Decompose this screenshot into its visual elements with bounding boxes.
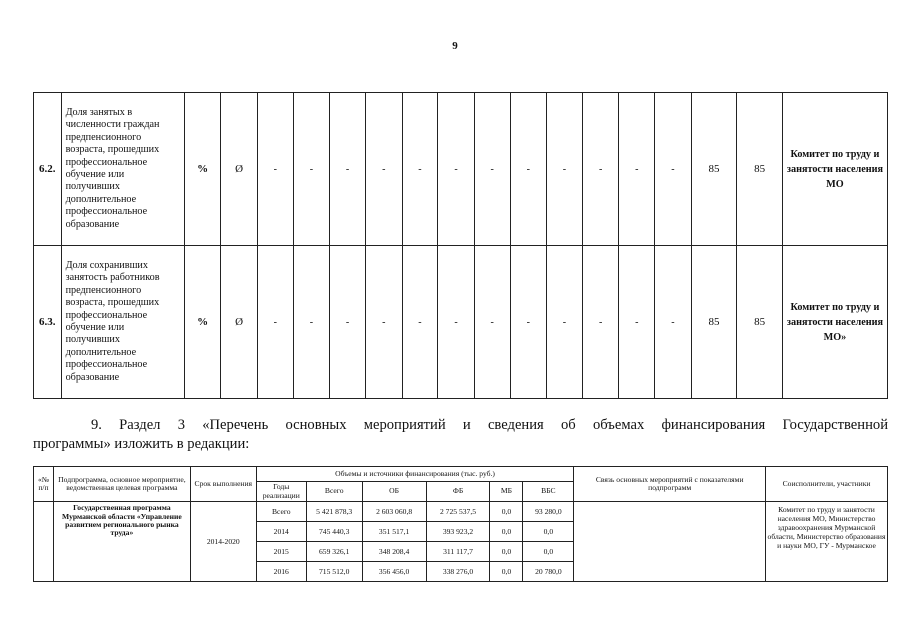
year-cell: 2016 (256, 562, 306, 582)
mb-cell: 0,0 (490, 522, 523, 542)
value-cell: - (365, 246, 402, 399)
ob-cell: 351 517,1 (362, 522, 426, 542)
vbs-cell: 93 280,0 (523, 502, 574, 522)
indicators-table (33, 92, 888, 399)
row-number: 6.2. (34, 93, 62, 246)
value-cell: - (510, 246, 547, 399)
value-cell: - (547, 246, 583, 399)
value-cell: - (619, 246, 655, 399)
header-volumes: Объемы и источники финансирования (тыс. руб.) (256, 467, 574, 482)
value-cell: - (293, 93, 330, 246)
fb-cell: 2 725 537,5 (426, 502, 490, 522)
header-row (34, 467, 888, 482)
mark-cell: Ø (221, 93, 258, 246)
value-cell: - (619, 93, 655, 246)
mb-cell: 0,0 (490, 562, 523, 582)
value-cell: 85 (737, 93, 783, 246)
finance-table (33, 466, 888, 582)
vbs-cell: 20 780,0 (523, 562, 574, 582)
ob-cell: 348 208,4 (362, 542, 426, 562)
vbs-cell: 0,0 (523, 542, 574, 562)
value-cell: - (365, 93, 402, 246)
year-cell: 2015 (256, 542, 306, 562)
paragraph-line-2: программы» изложить в редакции: (33, 436, 250, 452)
total-cell: 745 440,3 (306, 522, 362, 542)
value-cell: - (510, 93, 547, 246)
table-row (34, 502, 888, 522)
total-cell: 659 326,1 (306, 542, 362, 562)
value-cell: 85 (691, 246, 737, 399)
executor-cell: Комитет по труду и занятости населения МО» (782, 246, 887, 399)
value-cell: - (402, 246, 438, 399)
value-cell: - (257, 246, 293, 399)
header-num: «№ п/п (34, 467, 54, 502)
value-cell: - (330, 246, 366, 399)
program-name: Государственная программа Мурманской области «Управление развитием регионального рынка труда» (53, 502, 190, 582)
ob-cell: 2 603 060,8 (362, 502, 426, 522)
year-cell: Всего (256, 502, 306, 522)
fb-cell: 338 276,0 (426, 562, 490, 582)
ob-cell: 356 456,0 (362, 562, 426, 582)
year-cell: 2014 (256, 522, 306, 542)
participants-cell: Комитет по труду и занятости населения МО, Министерство здравоохранения Мурманской области, Министерство образования и науки МО, ГУ - Мурманское (766, 502, 888, 582)
value-cell: - (582, 93, 619, 246)
row-number: 6.3. (34, 246, 62, 399)
value-cell: - (330, 93, 366, 246)
header-mb: МБ (490, 482, 523, 502)
unit-cell: % (185, 93, 221, 246)
header-ob: ОБ (362, 482, 426, 502)
header-link: Связь основных мероприятий с показателями подпрограмм (574, 467, 766, 502)
fb-cell: 393 923,2 (426, 522, 490, 542)
indicator-name: Доля сохранивших занятость работников предпенсионного возраста, прошедших профессиональное обучение или получивших дополнительное профессиональное образование (61, 246, 185, 399)
header-years: Годы реализации (256, 482, 306, 502)
header-participants: Соисполнители, участники (766, 467, 888, 502)
value-cell: - (257, 93, 293, 246)
value-cell: - (438, 246, 475, 399)
value-cell: - (655, 246, 692, 399)
mb-cell: 0,0 (490, 542, 523, 562)
paragraph-line-1: 9. Раздел 3 «Перечень основных мероприятий и сведения об объемах финансирования Государственной (91, 417, 888, 433)
row-number-empty (34, 502, 54, 582)
value-cell: - (474, 93, 510, 246)
table-row (34, 246, 888, 399)
value-cell: - (293, 246, 330, 399)
value-cell: - (402, 93, 438, 246)
mb-cell: 0,0 (490, 502, 523, 522)
value-cell: - (582, 246, 619, 399)
value-cell: - (655, 93, 692, 246)
total-cell: 715 512,0 (306, 562, 362, 582)
header-vbs: ВБС (523, 482, 574, 502)
indicator-name: Доля занятых в численности граждан предпенсионного возраста, прошедших профессиональное обучение или получивших дополнительное профессиональное образование (61, 93, 185, 246)
term-value: 2014-2020 (190, 502, 256, 582)
header-term: Срок выполнения (190, 467, 256, 502)
header-fb: ФБ (426, 482, 490, 502)
fb-cell: 311 117,7 (426, 542, 490, 562)
header-total: Всего (306, 482, 362, 502)
amendment-paragraph (33, 416, 888, 454)
page-number: 9 (452, 40, 458, 52)
mark-cell: Ø (221, 246, 258, 399)
table-row (34, 93, 888, 246)
value-cell: - (438, 93, 475, 246)
value-cell: - (547, 93, 583, 246)
value-cell: 85 (691, 93, 737, 246)
value-cell: 85 (737, 246, 783, 399)
value-cell: - (474, 246, 510, 399)
executor-cell: Комитет по труду и занятости населения МО (782, 93, 887, 246)
vbs-cell: 0,0 (523, 522, 574, 542)
link-cell (574, 502, 766, 582)
header-program: Подпрограмма, основное мероприятие, ведомственная целевая программа (53, 467, 190, 502)
total-cell: 5 421 878,3 (306, 502, 362, 522)
unit-cell: % (185, 246, 221, 399)
